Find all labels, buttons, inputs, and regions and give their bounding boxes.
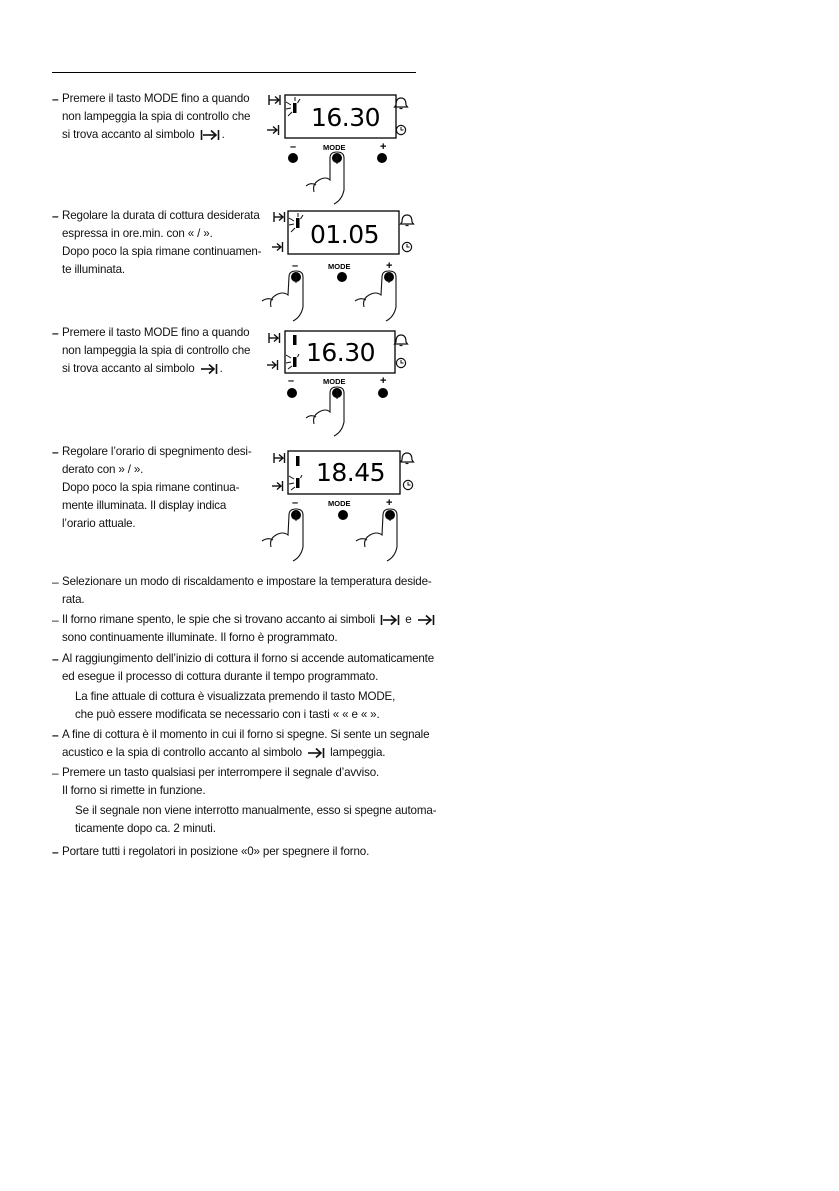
minus-label: – — [288, 375, 295, 387]
step-2-text: Regolare la durata di cottura desiderata espressa in ore.min. con « / ». Dopo poco la spia rimane continuamen- te illuminata. — [62, 209, 262, 276]
end-time-icon — [272, 481, 283, 491]
bullet-dash: – — [52, 728, 59, 742]
step-3-text: Premere il tasto MODE fino a quando non lampeggia la spia di controllo che si trova accanto al simbolo . — [62, 326, 251, 375]
plus-label: + — [386, 497, 393, 509]
indicator-start — [293, 335, 297, 345]
minus-label: – — [290, 141, 297, 153]
bullet-dash: – — [52, 766, 59, 780]
control-panel-step-3 — [262, 328, 422, 458]
minus-button[interactable] — [287, 388, 297, 398]
indicator-start — [296, 456, 300, 466]
note-auto-off: Se il segnale non viene interrotto manualmente, esso si spegne automa- ticamente dopo ca. 2 minuti. — [75, 804, 437, 835]
bullet-dash: – — [52, 92, 59, 106]
lcd-time: 18.45 — [316, 458, 386, 487]
step-4-text: Regolare l’orario di spegnimento desi- derato con » / ». Dopo poco la spia rimane continua- mente illuminata. Il display indica l’orario attuale. — [62, 445, 252, 530]
lcd-time: 16.30 — [311, 103, 381, 132]
start-time-icon — [269, 95, 280, 105]
bullet-dash: – — [52, 209, 59, 223]
indicator-end — [296, 478, 300, 488]
end-time-icon — [200, 363, 218, 375]
paragraph-oven-programmed: Il forno rimane spento, le spie che si trovano accanto ai simboli e sono continuamente illuminate. Il forno è programmato. — [62, 611, 437, 647]
bullet-dash: – — [52, 845, 59, 859]
bullet-dash: – — [52, 575, 59, 589]
mode-button[interactable] — [337, 272, 347, 282]
paragraph-end-cooking: A fine di cottura è il momento in cui il forno si spegne. Si sente un segnale acustico e la spia di controllo accanto al simbolo lampeggia. — [62, 728, 430, 759]
plus-label: + — [380, 141, 387, 153]
paragraph-start-cooking: Al raggiungimento dell’inizio di cottura il forno si accende automaticamente ed esegue il processo di cottura durante il tempo programmato. — [62, 652, 435, 683]
start-time-icon — [200, 129, 220, 141]
lcd-time: 01.05 — [310, 220, 380, 249]
minus-label: – — [292, 497, 299, 509]
lcd-time: 16.30 — [306, 338, 376, 367]
step-1-text: Premere il tasto MODE fino a quando non lampeggia la spia di controllo che si trova accanto al simbolo . — [62, 92, 251, 141]
minus-label: – — [292, 260, 299, 272]
indicator-start — [296, 218, 300, 228]
clock-icon — [396, 358, 405, 367]
end-time-icon — [272, 242, 283, 252]
control-panel-step-1 — [262, 88, 422, 218]
note-end-time: La fine attuale di cottura è visualizzata premendo il tasto MODE, che può essere modificata se necessario con i tasti « « e « ». — [75, 690, 396, 721]
start-time-icon — [274, 453, 285, 463]
clock-icon — [402, 242, 411, 251]
start-time-icon — [269, 333, 280, 343]
clock-icon — [403, 480, 412, 489]
control-panel-step-2 — [262, 207, 422, 337]
end-time-icon — [417, 614, 435, 626]
plus-button[interactable] — [378, 388, 388, 398]
indicator-start — [293, 103, 297, 113]
clock-icon — [396, 125, 405, 134]
bullet-dash: – — [52, 326, 59, 340]
paragraph-stop-signal: Premere un tasto qualsiasi per interrompere il segnale d’avviso. Il forno si rimette in funzione. — [62, 766, 380, 797]
mode-label: MODE — [328, 262, 351, 271]
end-time-icon — [267, 125, 279, 135]
indicator-end — [293, 357, 297, 367]
mode-label: MODE — [323, 377, 346, 386]
bell-icon — [401, 453, 414, 464]
control-panel-step-4 — [262, 447, 422, 577]
plus-label: + — [386, 260, 393, 272]
plus-button[interactable] — [377, 153, 387, 163]
minus-button[interactable] — [288, 153, 298, 163]
paragraph-turn-off: Portare tutti i regolatori in posizione «0» per spegnere il forno. — [62, 845, 370, 858]
plus-label: + — [380, 375, 387, 387]
end-time-icon — [267, 360, 278, 370]
bullet-dash: – — [52, 613, 59, 627]
mode-button[interactable] — [338, 510, 348, 520]
paragraph-select-mode: Selezionare un modo di riscaldamento e impostare la temperatura deside- rata. — [62, 575, 432, 606]
bullet-dash: – — [52, 652, 59, 666]
start-time-icon — [274, 212, 285, 222]
start-time-icon — [380, 614, 400, 626]
end-time-icon — [307, 747, 325, 759]
mode-label: MODE — [323, 143, 346, 152]
top-rule — [52, 72, 416, 73]
bullet-dash: – — [52, 445, 59, 459]
bell-icon — [395, 335, 408, 346]
mode-label: MODE — [328, 499, 351, 508]
bell-icon — [401, 215, 414, 226]
